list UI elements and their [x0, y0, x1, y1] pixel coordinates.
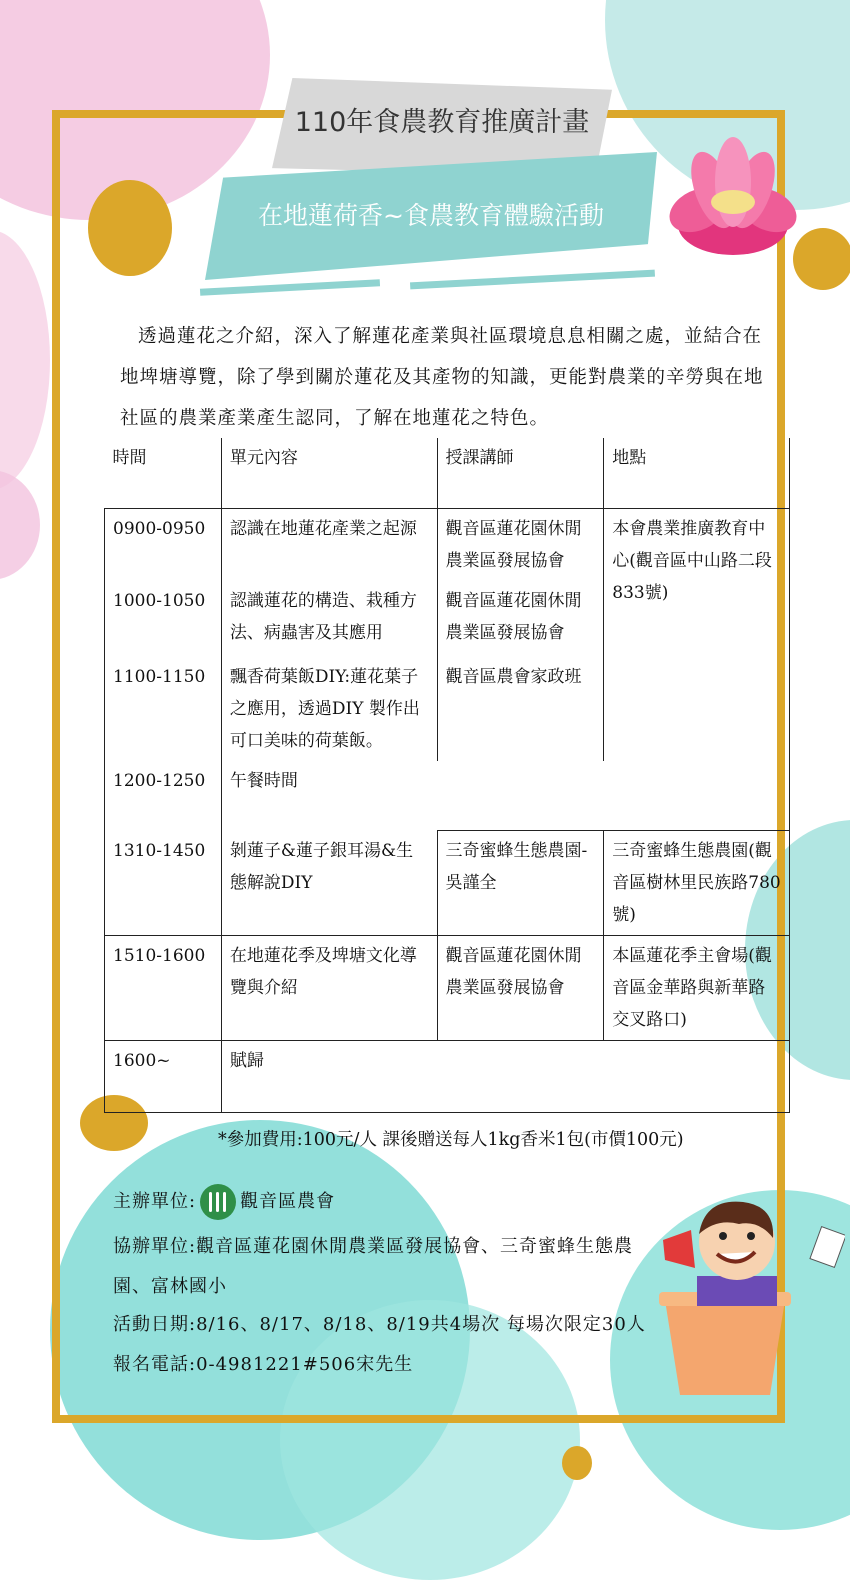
lotus-flower-icon: [668, 130, 798, 270]
organizer-name: 觀音區農會: [240, 1191, 336, 1212]
schedule-table: [104, 438, 790, 1113]
header-teacher: 授課講師: [437, 438, 604, 508]
row-content: 飄香荷葉飯DIY:蓮花葉子之應用，透過DIY 製作出可口美味的荷葉飯。: [221, 657, 437, 761]
table-row: [105, 1041, 790, 1113]
co-organizer-line-2: 園、富林國小: [113, 1276, 227, 1297]
row-time: 1000-1050: [105, 581, 222, 657]
pink-blob-left: [0, 230, 50, 490]
row-teacher: 觀音區農會家政班: [437, 657, 604, 761]
yellow-dot-bottom: [562, 1446, 592, 1480]
row-location: 三奇蜜蜂生態農園(觀音區樹林里民族路780號): [604, 831, 790, 936]
co-organizer-line-1: 協辦單位:觀音區蓮花園休閒農業區發展協會、三奇蜜蜂生態農: [113, 1236, 634, 1257]
announcer-cartoon-icon: [655, 1190, 845, 1405]
morning-location: 本會農業推廣教育中心(觀音區中山路二段833號): [604, 508, 790, 761]
farmers-association-logo-icon: [200, 1184, 236, 1220]
pink-blob-left-mid: [0, 470, 40, 580]
table-header-row: [105, 438, 790, 508]
row-content: 在地蓮花季及埤塘文化導覽與介紹: [221, 936, 437, 1041]
table-row: [105, 936, 790, 1041]
row-teacher: 觀音區蓮花園休閒農業區發展協會: [437, 508, 604, 581]
registration-phone: 報名電話:0-4981221#506宋先生: [113, 1354, 414, 1375]
event-dates: 活動日期:8/16、8/17、8/18、8/19共4場次 每場次限定30人: [113, 1314, 646, 1335]
page-subtitle: 在地蓮荷香~食農教育體驗活動: [258, 201, 604, 230]
row-teacher: 觀音區蓮花園休閒農業區發展協會: [437, 936, 604, 1041]
row-time: 1310-1450: [105, 831, 222, 936]
row-content: 認識蓮花的構造、栽種方法、病蟲害及其應用: [221, 581, 437, 657]
row-content: 賦歸: [221, 1041, 789, 1113]
row-teacher: 觀音區蓮花園休閒農業區發展協會: [437, 581, 604, 657]
header-content: 單元內容: [221, 438, 437, 508]
row-time: 1600~: [105, 1041, 222, 1113]
organizer-label: 主辦單位:: [113, 1191, 197, 1212]
row-content: 午餐時間: [221, 761, 789, 831]
fee-note: *參加費用:100元/人 課後贈送每人1kg香米1包(市價100元): [218, 1130, 684, 1150]
row-time: 1100-1150: [105, 657, 222, 761]
intro-paragraph: 透過蓮花之介紹，深入了解蓮花產業與社區環境息息相關之處，並結合在地埤塘導覽，除了學到關於蓮花及其產物的知識，更能對農業的辛勞與在地社區的農業產業產生認同，了解在地蓮花之特色。: [120, 326, 764, 429]
organizer-line: [113, 1184, 335, 1220]
row-time: 1510-1600: [105, 936, 222, 1041]
table-row: [105, 761, 790, 831]
header-location: 地點: [604, 438, 790, 508]
row-time: 0900-0950: [105, 508, 222, 581]
row-teacher: 三奇蜜蜂生態農園-吳謹全: [437, 831, 604, 936]
row-location: 本區蓮花季主會場(觀音區金華路與新華路交叉路口): [604, 936, 790, 1041]
table-row: [105, 831, 790, 936]
row-content: 認識在地蓮花產業之起源: [221, 508, 437, 581]
yellow-dot-right: [793, 228, 850, 290]
row-time: 1200-1250: [105, 761, 222, 831]
row-content: 剝蓮子&蓮子銀耳湯&生態解說DIY: [221, 831, 437, 936]
header-time: 時間: [105, 438, 222, 508]
table-row: [105, 508, 790, 581]
page-title: 110年食農教育推廣計畫: [294, 107, 590, 138]
